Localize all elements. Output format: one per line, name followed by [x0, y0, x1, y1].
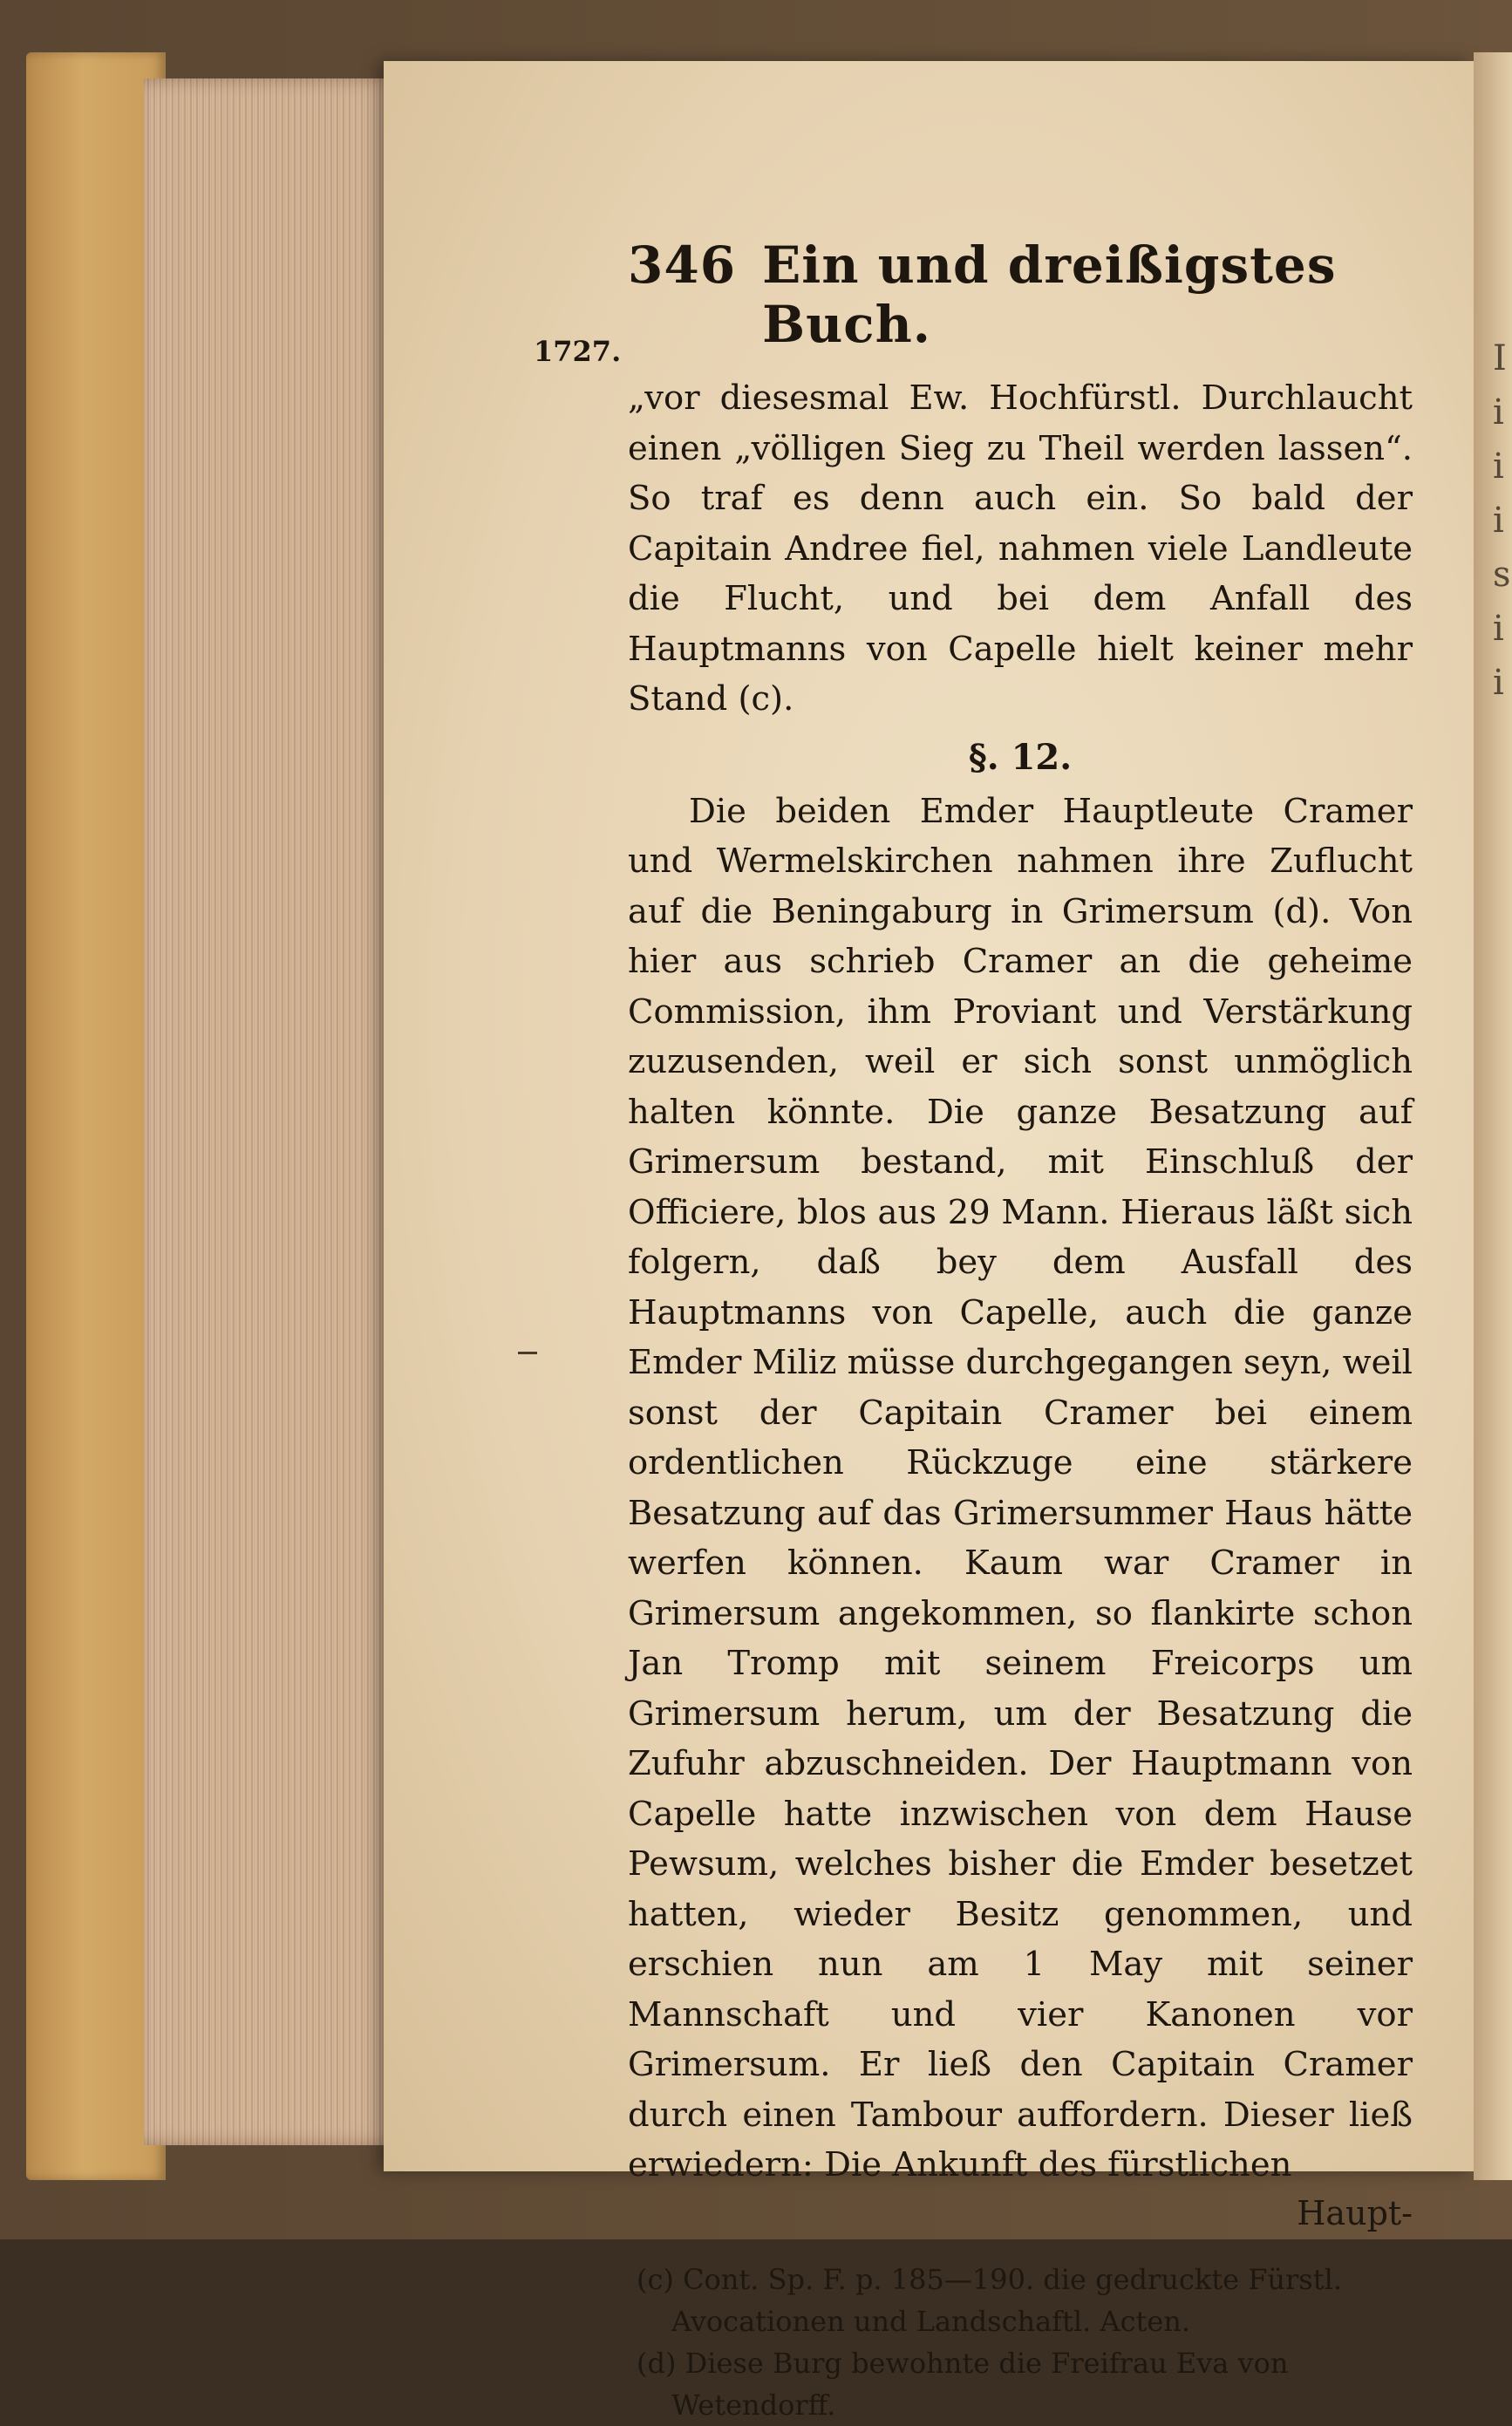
page-text: [628, 235, 1413, 2426]
page-stack-edge: [144, 78, 397, 2145]
margin-mark: [518, 1352, 537, 1354]
facing-page-fragments: I i i i s i i: [1493, 338, 1511, 703]
running-header: [628, 235, 1413, 354]
section-heading: §. 12.: [968, 736, 1073, 778]
page-number: 346: [628, 235, 737, 295]
footnotes: [628, 2259, 1413, 2426]
running-title: Ein und dreißigstes Buch.: [762, 235, 1337, 354]
footnote-d: (d) Diese Burg bewohnte die Freifrau Eva von Wetendorff.: [637, 2346, 1289, 2422]
paragraph-section-12: Die beiden Emder Hauptleute Cramer und Wermelskirchen nahmen ihre Zuflucht auf die Beningaburg in Grimersum (d). Von hier aus schrieb Cramer an die geheime Commission, ihm Proviant und Verstärkung zuzusenden, weil er sich sonst unmöglich halten könnte. Die ganze Besatzung auf Grimersum bestand, mit Einschluß der Officiere, blos aus 29 Mann. Hieraus läßt sich folgern, daß bey dem Ausfall des Hauptmanns von Capelle, auch die ganze Emder Miliz müsse durchgegangen seyn, weil sonst der Capitain Cramer bei einem ordentlichen Rückzuge eine stärkere Besatzung auf das Grimersummer Haus hätte werfen können. Kaum war Cramer in Grimersum angekommen, so flankirte schon Jan Tromp mit seinem Freicorps um Grimersum herum, um der Besatzung die Zufuhr abzuschneiden. Der Hauptmann von Capelle hatte inzwischen von dem Hause Pewsum, welches bisher die Emder besetzet hatten, wieder Besitz genommen, und erschien nun am 1 May mit seiner Mannschaft und vier Kanonen vor Grimersum. Er ließ den Capitain Cramer durch einen Tambour auffordern. Dieser ließ erwiedern: Die Ankunft des fürstlichen: [628, 791, 1413, 2184]
margin-year: 1727.: [534, 335, 622, 368]
footnote-c: (c) Cont. Sp. F. p. 185—190. die gedruckte Fürstl. Avocationen und Landschaftl. Acten.: [637, 2262, 1342, 2338]
catchword: Haupt-: [1297, 2193, 1413, 2232]
paragraph-continuation: „vor diesesmal Ew. Hochfürstl. Durchlaucht einen „völligen Sieg zu Theil werden lassen“. So traf es denn auch ein. So bald der Capitain Andree fiel, nahmen viele Landleute die Flucht, und bei dem Anfall des Hauptmanns von Capelle hielt keiner mehr Stand (c).: [628, 378, 1413, 719]
